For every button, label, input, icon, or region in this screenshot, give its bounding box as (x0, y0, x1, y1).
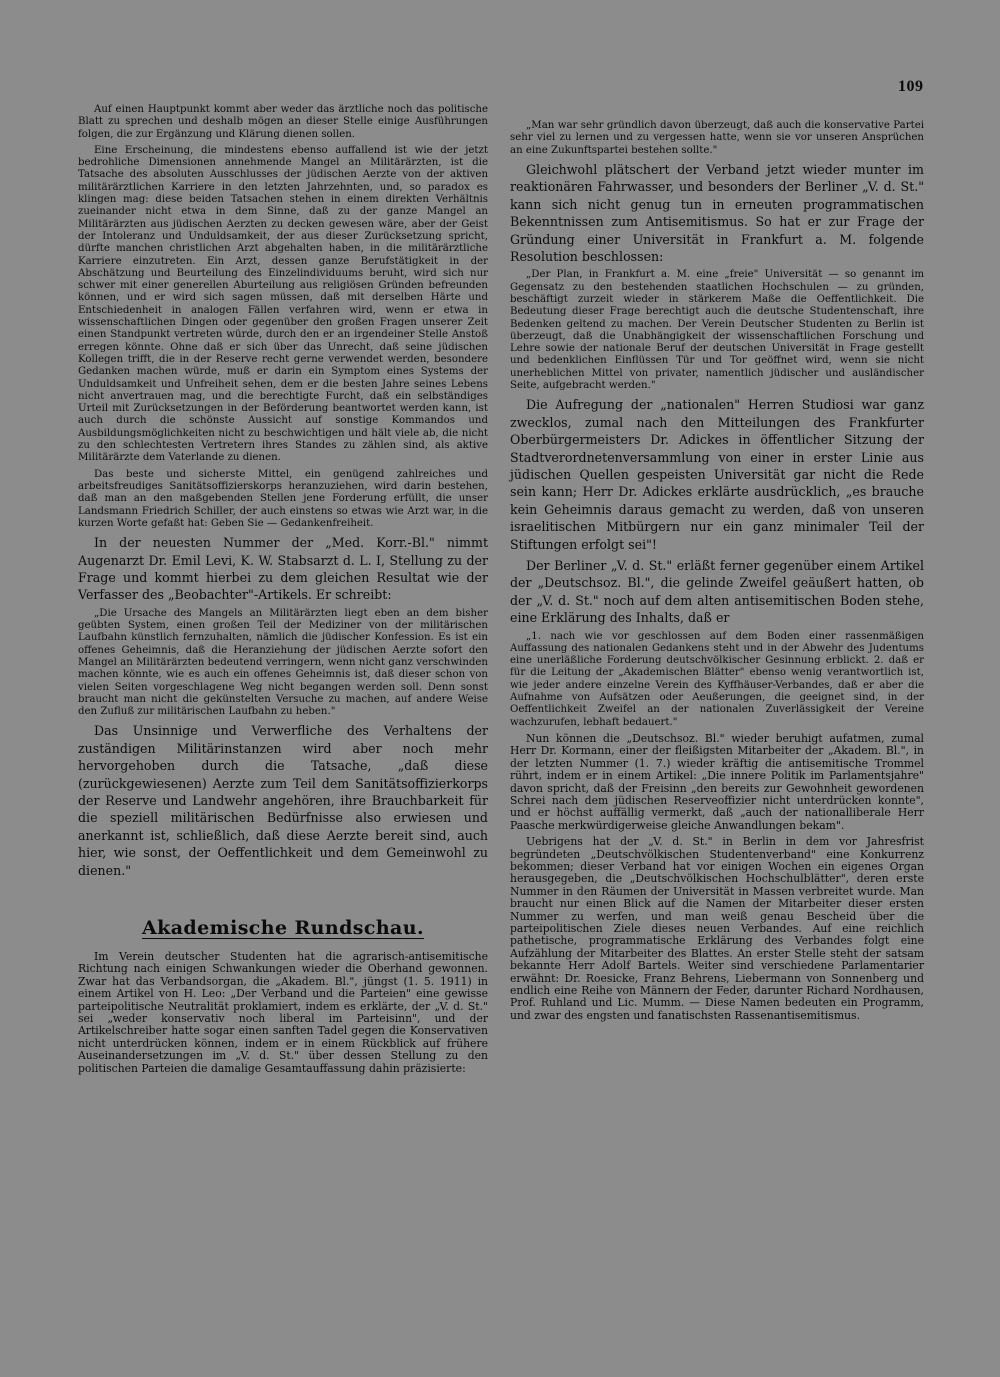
body-paragraph: In der neuesten Nummer der „Med. Korr.-Bl." nimmt Augenarzt Dr. Emil Levi, K. W. Stabsarzt d. L. I, Stellung zu der Frage und kommt hierbei zu dem gleichen Resultat wie der Verfasser des „Beobachter"-Artikels. Er schreibt: (78, 535, 488, 603)
body-paragraph: Das beste und sicherste Mittel, ein genügend zahlreiches und arbeitsfreudiges Sanitätsoffizierskorps heranzuziehen, wird darin bestehen, daß man an den maßgebenden Stellen jene Forderung erfüllt, die unser Landsmann Friedrich Schiller, der auch einstens so etwas wie Arzt war, in die kurzen Worte gefaßt hat: Geben Sie — Gedankenfreiheit. (78, 468, 488, 529)
left-column (78, 104, 488, 1079)
body-paragraph: Nun können die „Deutschsoz. Bl." wieder beruhigt aufatmen, zumal Herr Dr. Kormann, einer der fleißigsten Mitarbeiter der „Akadem. Bl.", in der letzten Nummer (1. 7.) wieder kräftig die antisemitische Trommel rührt, indem er in einem Artikel: „Die innere Politik im Parlamentsjahre" davon spricht, daß der Freisinn „den bereits zur Gewohnheit gewordenen Schrei nach dem jüdischen Reserveoffizier nicht unterdrücken konnte", und er höchst auffällig vermerkt, daß „auch der nationalliberale Herr Paasche merkwürdigerweise gleiche Anwandlungen bekam". (510, 731, 924, 832)
body-paragraph: Gleichwohl plätschert der Verband jetzt wieder munter im reaktionären Fahrwasser, und besonders der Berliner „V. d. St." kann sich nicht genug tun in erneuten programmatischen Bekenntnissen zum Antisemitismus. So hat er zur Frage der Gründung einer Universität in Frankfurt a. M. folgende Resolution beschlossen: (510, 161, 924, 264)
block-quote: „Man war sehr gründlich davon überzeugt, daß auch die konservative Partei sehr viel zu lernen und zu vergessen hatte, wenn sie vor unseren Ansprüchen an eine Zukunftspartei bestehen sollte." (510, 120, 924, 156)
body-paragraph: Der Berliner „V. d. St." erläßt ferner gegenüber einem Artikel der „Deutschsoz. Bl.", die gelinde Zweifel geäußert hatten, ob der „V. d. St." noch auf dem alten antisemitischen Boden stehe, eine Erklärung des Inhalts, daß er (510, 557, 924, 626)
intro-paragraph: Auf einen Hauptpunkt kommt aber weder das ärztliche noch das politische Blatt zu sprechen und deshalb mögen an dieser Stelle einige Ausführungen folgen, die zur Ergänzung und Klärung dienen sollen. (78, 104, 488, 140)
right-column (510, 104, 924, 1026)
block-quote: „1. nach wie vor geschlossen auf dem Boden einer rassenmäßigen Auffassung des nationalen Gedankens steht und in der Abwehr des Judentums eine unerläßliche Forderung deutschvölkischer Gesinnung erblickt. 2. daß er für die Leitung der „Akademischen Blätter" ebenso wenig verantwortlich ist, wie jeder andere einzelne Verein des Kyffhäuser-Verbandes, daß er aber die Aufnahme von Aufsätzen oder Aeußerungen, die geeignet sind, in der Oeffentlichkeit Zweifel an der nationalen Zuverlässigkeit der Vereine wachzurufen, lebhaft bedauert." (510, 630, 924, 728)
body-paragraph: Die Aufregung der „nationalen" Herren Studiosi war ganz zwecklos, zumal nach den Mitteilungen des Frankfurter Oberbürgermeisters Dr. Adickes in öffentlicher Sitzung der Stadtverordnetenversammlung von einer in erster Linie aus jüdischen Quellen gespeisten Universität gar nicht die Rede sein kann; Herr Dr. Adickes erklärte ausdrücklich, „es brauche kein Geheimnis daraus gemacht zu werden, daß von unseren israelitischen Mitbürgern nur ein ganz minimaler Teil der Stiftungen erfolgt sei"! (510, 397, 924, 552)
body-paragraph: Im Verein deutscher Studenten hat die agrarisch-antisemitische Richtung nach einigen Schwankungen wieder die Oberhand gewonnen. Zwar hat das Verbandsorgan, die „Akadem. Bl.", jüngst (1. 5. 1911) in einem Artikel von H. Leo: „Der Verband und die Parteien" eine gewisse parteipolitische Neutralität proklamiert, indem es erklärte, der „V. d. St." sei „weder konservativ noch liberal im Parteisinn", und der Artikelschreiber hatte sogar einen sanften Tadel gegen die Konservativen nicht unterdrücken können, indem er in einem Rückblick auf frühere Auseinandersetzungen im „V. d. St." über dessen Stellung zu den politischen Parteien die damalige Gesamtauffassung dahin präzisierte: (78, 950, 488, 1075)
section-heading: Akademische Rundschau. (141, 917, 425, 940)
body-paragraph: Das Unsinnige und Verwerfliche des Verhaltens der zuständigen Militärinstanzen wird aber noch mehr hervorgehoben durch die Tatsache, „daß diese (zurückgewiesenen) Aerzte zum Teil dem Sanitätsoffizierkorps der Reserve und Landwehr angehören, ihre Brauchbarkeit für die speziell militärischen Bedürfnisse also erwiesen und anerkannt ist, schließlich, daß diese Aerzte bereit sind, auch hier, wie sonst, der Oeffentlichkeit und dem Gemeinwohl zu dienen." (78, 723, 488, 878)
block-quote: „Der Plan, in Frankfurt a. M. eine „freie" Universität — so genannt im Gegensatz zu den bestehenden staatlichen Hochschulen — zu gründen, beschäftigt zurzeit wieder in stärkerem Maße die Oeffentlichkeit. Die Bedeutung dieser Frage berechtigt auch die deutsche Studentenschaft, ihre Bedenken geltend zu machen. Der Verein Deutscher Studenten zu Berlin ist überzeugt, daß die Unabhängigkeit der wissenschaftlichen Forschung und Lehre sowie der nationale Beruf der deutschen Universität in Frage gestellt und bedenklichen Einflüssen Tür und Tor geöffnet wird, wenn sie nicht unerheblichen Mittel von privater, namentlich jüdischer und ausländischer Seite, aufgebracht werden." (510, 269, 924, 391)
page-number: 109 (898, 78, 924, 95)
block-quote: „Die Ursache des Mangels an Militärärzten liegt eben an dem bisher geübten System, einen großen Teil der Mediziner von der militärischen Laufbahn künstlich fernzuhalten, nämlich die jüdischer Konfession. Es ist ein offenes Geheimnis, daß die Heranziehung der jüdischen Aerzte sofort den Mangel an Militärärzten bedeutend verringern, wenn nicht ganz verschwinden machen könnte, wie es auch ein offenes Geheimnis ist, daß dieser schon von vielen Seiten vorgeschlagene Weg nicht begangen werden soll. Denn sonst braucht man nicht die gekünstelten Versuche zu machen, auf andere Weise den Zufluß zur militärischen Laufbahn zu heben." (78, 607, 488, 718)
body-paragraph: Eine Erscheinung, die mindestens ebenso auffallend ist wie der jetzt bedrohliche Dimensionen annehmende Mangel an Militärärzten, ist die Tatsache des absoluten Ausschlusses der jüdischen Aerzte von der aktiven militärärztlichen Karriere in den letzten Jahrzehnten, und, so paradox es klingen mag: diese beiden Tatsachen stehen in einem direkten Verhältnis zueinander nicht etwa in dem Sinne, daß zu der ganze Mangel an Militärärzten aus jüdischen Aerzten zu decken gewesen wäre, aber der Geist der Intoleranz und Unduldsamkeit, der aus dieser Zurücksetzung spricht, dürfte manchen christlichen Arzt abgehalten haben, in die militärärztliche Karriere einzutreten. Ein Arzt, dessen ganze Berufstätigkeit in der Abschätzung und Beurteilung des Einzelindividuums beruht, wird sich nur schwer mit einer generellen Aburteilung aus religiösen Gründen befreunden können, und er wird sich sagen müssen, daß mit derselben Härte und Entschiedenheit in analogen Fällen verfahren wird, wenn er etwa in wissenschaftlichen Dingen oder gegenüber den großen Fragen unserer Zeit einen Standpunkt vertreten würde, durch den er an irgendeiner Stelle Anstoß erregen könnte. Ohne daß er sich über das Unrecht, daß seine jüdischen Kollegen trifft, die in der Reserve recht gerne verwendet werden, besondere Gedanken machen würde, muß er darin ein Symptom eines Systems der Unduldsamkeit und Unfreiheit sehen, dem er die besten Jahre seines Lebens nicht anvertrauen mag, und die berechtigte Furcht, daß ein selbständiges Urteil mit Zurücksetzungen in der Beförderung beantwortet werden kann, ist auch durch die schönste Aussicht auf sonstige Kommandos und Ausbildungsmöglichkeiten nicht zu beschwichtigen und hält viele ab, die nicht zu den schlechtesten Vertretern ihres Standes zu zählen sind, als aktive Militärärzte dem Vaterlande zu dienen. (78, 144, 488, 464)
body-paragraph: Uebrigens hat der „V. d. St." in Berlin in dem vor Jahresfrist begründeten „Deutschvölkischen Studentenverband" eine Konkurrenz bekommen; dieser Verband hat vor einigen Wochen ein eigenes Organ herausgegeben, die „Deutschvölkischen Hochschulblätter", deren erste Nummer in den Räumen der Universität in Massen verbreitet wurde. Man braucht nur einen Blick auf die Namen der Mitarbeiter dieser ersten Nummer zu werfen, und man weiß genau Bescheid über die parteipolitischen Ziele dieses neuen Verbandes. Auf eine reichlich pathetische, programmatische Erklärung des Verbandes folgt eine Aufzählung der Mitarbeiter des Blattes. An erster Stelle steht der satsam bekannte Herr Adolf Bartels. Weiter sind verschiedene Parlamentarier erwähnt: Dr. Roesicke, Franz Behrens, Liebermann von Sonnenberg und endlich eine Reihe von Männern der Feder, darunter Richard Nordhausen, Prof. Ruhland und Lic. Mumm. — Diese Namen bedeuten ein Programm, und zwar des engsten und fanatischsten Rassenantisemitismus. (510, 835, 924, 1022)
